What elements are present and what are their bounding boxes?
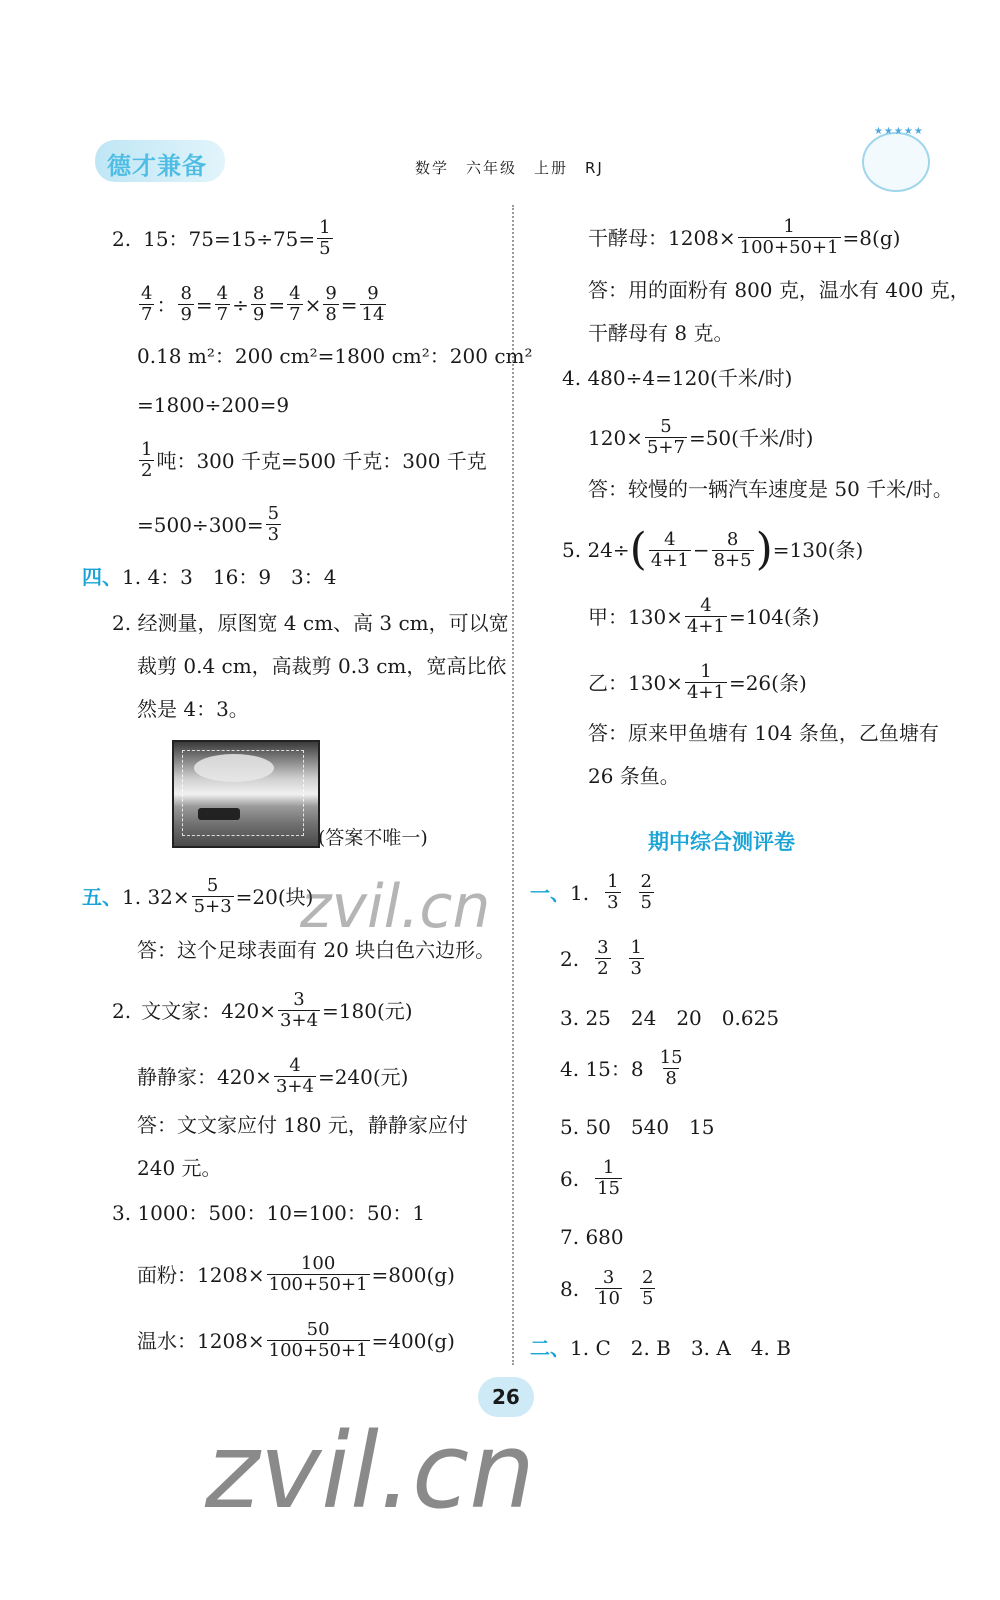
left-paren: ( — [629, 524, 647, 575]
sec5-q2-a: 2. 文文家：420× $\frac{3}{3+4}$ =180(元) — [112, 989, 413, 1031]
mid-sec1-a1: 一、 1. $\frac{1}{3}$ $\frac{2}{5}$ — [530, 871, 652, 913]
sec4-q2-l1: 2. 经测量，原图宽 4 cm、高 3 cm，可以宽 — [112, 611, 509, 635]
left-q2-line1: 2. 15：75=15÷75= $\frac{1}{5}$ — [112, 217, 331, 259]
left-q2-line5: $\frac{1}{2}$ 吨：300 千克=500 千克：300 千克 — [141, 439, 487, 481]
right-q5-jia: 甲：130× $\frac{4}{4+1}$ =104(条) — [588, 595, 820, 637]
mid-a2: 2. $\frac{3}{2}$ $\frac{1}{3}$ — [560, 937, 642, 979]
left-q2-line6: =500÷300= $\frac{5}{3}$ — [137, 503, 280, 545]
answer-not-unique-note: (答案不唯一) — [318, 827, 428, 849]
right-q5-yi: 乙：130× $\frac{1}{4+1}$ =26(条) — [588, 661, 807, 703]
sec4-label: 四、 — [82, 565, 122, 589]
right-q4-line2: 120× $\frac{5}{5+7}$ =50(千米/时) — [588, 416, 814, 458]
right-q5-answer2: 26 条鱼。 — [588, 764, 680, 788]
left-q2-line2: $\frac{4}{7}$ ： $\frac{8}{9}$ = $\frac{4}{7}$ ÷ $\frac{8}{9}$ = $\frac{4}{7}$ × $\frac{9}{8}$ = $\frac{9}{14}$ — [141, 283, 385, 325]
cropped-photo — [172, 740, 320, 848]
sec5-q2-answer2: 240 元。 — [137, 1156, 222, 1180]
sec4-q2-l2: 裁剪 0.4 cm，高裁剪 0.3 cm，宽高比依 — [137, 654, 507, 678]
right-q3-answer1: 答：用的面粉有 800 克，温水有 400 克， — [588, 278, 970, 302]
midterm-title: 期中综合测评卷 — [648, 830, 795, 854]
right-q3-answer2: 干酵母有 8 克。 — [588, 321, 734, 345]
right-q4-answer: 答：较慢的一辆汽车速度是 50 千米/时。 — [588, 477, 953, 501]
watermark-mid: zvil.cn — [300, 872, 491, 942]
right-q3-yeast: 干酵母：1208× $\frac{1}{100+50+1}$ =8(g) — [588, 216, 901, 258]
page-number: 26 — [492, 1385, 520, 1409]
brand-banner — [95, 140, 225, 182]
mid-sec2: 二、 1. C 2. B 3. A 4. B — [530, 1336, 791, 1360]
mid-sec1-label: 一、 — [530, 880, 570, 905]
right-paren: ) — [755, 524, 773, 575]
sec5-q3-water: 温水：1208× $\frac{50}{100+50+1}$ =400(g) — [137, 1319, 455, 1361]
sec5-q3-flour: 面粉：1208× $\frac{100}{100+50+1}$ =800(g) — [137, 1253, 455, 1295]
sec5-label: 五、 — [82, 884, 122, 909]
right-q4-line1: 4. 480÷4=120(千米/时) — [562, 366, 793, 390]
sec5-q1: 五、 1. 32× $\frac{5}{5+3}$ =20(块) — [82, 875, 314, 917]
mid-sec2-label: 二、 — [530, 1336, 570, 1360]
sec5-q1-answer: 答：这个足球表面有 20 块白色六边形。 — [137, 938, 496, 962]
mid-a5: 5. 50 540 15 — [560, 1115, 715, 1139]
sec5-q3-line1: 3. 1000：500：10=100：50：1 — [112, 1201, 426, 1225]
mid-a3: 3. 25 24 20 0.625 — [560, 1006, 780, 1030]
mid-a7: 7. 680 — [560, 1225, 624, 1249]
star-icon: ★★★★★ — [874, 126, 924, 137]
mid-a8: 8. $\frac{3}{10}$ $\frac{2}{5}$ — [560, 1267, 654, 1309]
left-q2-line4: =1800÷200=9 — [137, 393, 290, 417]
sec5-q2-answer1: 答：文文家应付 180 元，静静家应付 — [137, 1113, 468, 1137]
badge-icon — [862, 126, 930, 192]
watermark-bottom: zvil.cn — [205, 1410, 536, 1532]
sec4-q2-l3: 然是 4：3。 — [137, 697, 249, 721]
mid-a4: 4. 15：8 $\frac{15}{8}$ — [560, 1047, 683, 1089]
sec4-q1: 四、 1. 4：3 16：9 3：4 — [82, 565, 337, 589]
right-q5-line1: 5. 24÷ ( $\frac{4}{4+1}$ − $\frac{8}{8+5}$ ) =130(条) — [562, 524, 864, 575]
header-title: 数学 六年级 上册 RJ — [415, 159, 604, 177]
crop-guide — [182, 750, 304, 836]
column-divider — [512, 205, 514, 1365]
mid-a6: 6. $\frac{1}{15}$ — [560, 1157, 620, 1199]
brand-logo-text: 德才兼备 — [107, 152, 207, 180]
sec5-q2-b: 静静家：420× $\frac{4}{3+4}$ =240(元) — [137, 1055, 409, 1097]
right-q5-answer1: 答：原来甲鱼塘有 104 条鱼，乙鱼塘有 — [588, 721, 939, 745]
left-q2-line3: 0.18 m²：200 cm²=1800 cm²：200 cm² — [137, 344, 533, 368]
